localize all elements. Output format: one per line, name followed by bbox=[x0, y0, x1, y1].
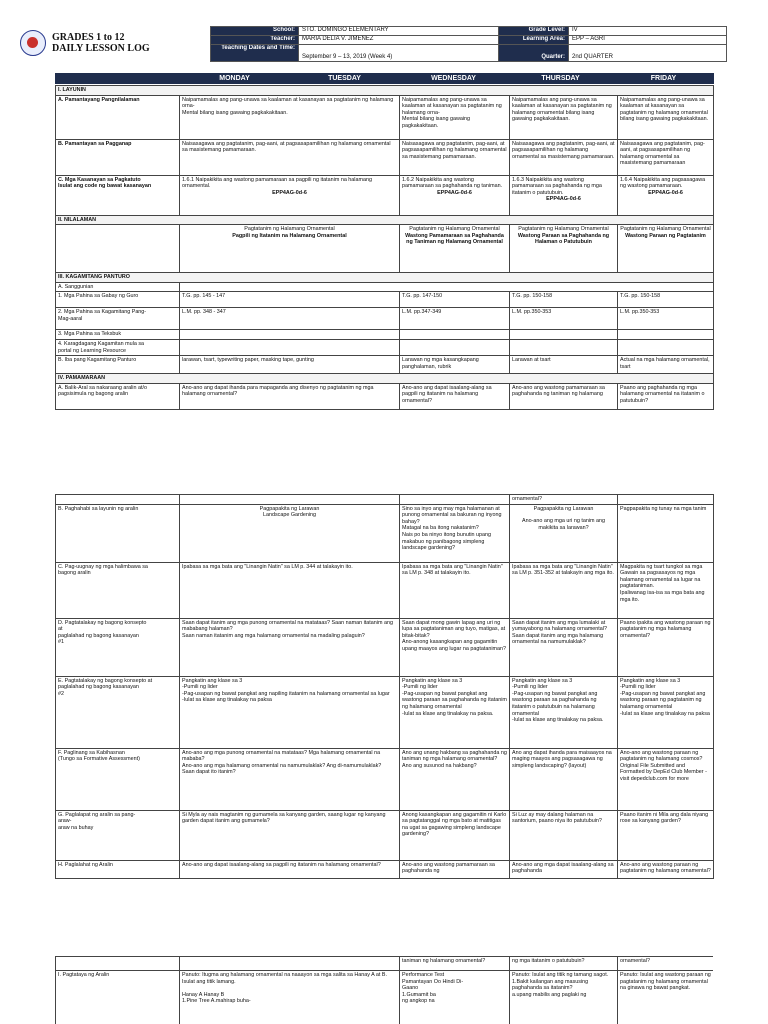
cell-pb-thu: Pagpapakita ng Larawan Ano-ano ang mga uri ng tanim ang makikita sa larawan? bbox=[510, 504, 618, 562]
cell-a-thu: Naipamamalas ang pang-unawa sa kaalaman at kasanayan sa pagtatanim ng halamang ornamental bilang isang gawaing pagkakakitaan. bbox=[510, 95, 618, 139]
cell-ph-mon-tue: Ano-ano ang dapat isaalang-alang sa pagpili ng itatanim na halamang ornamental? bbox=[180, 860, 400, 878]
cell-pa-fri: Paano ang paghahanda ng mga halamang ornamental na itatanim o patutubuin? bbox=[618, 383, 714, 409]
row-label-pamantayang-pangnilalaman: A. Pamantayang Pangnilalaman bbox=[56, 95, 180, 139]
cell-r5-wed: Larawan ng mga kasangkapang panghalaman, rubrik bbox=[400, 356, 510, 374]
dates-value: September 9 – 13, 2019 (Week 4) bbox=[299, 45, 499, 62]
cell-r1-fri: T.G. pp. 150-158 bbox=[618, 292, 714, 308]
cell-pi-fri: Panuto: Isulat ang wastong paraan ng pagtatanim ng halamang ornamental na ginawa ng bawat pangkat. bbox=[618, 971, 714, 1024]
cell-pd-fri: Paano ipakita ang wastong paraan ng pagtatanim ng mga halamang ornamental? bbox=[618, 618, 714, 676]
cell-pc-fri: Magpakita ng tsart tungkol sa mga Gawain sa pagsasayos ng mga halamang ornamental sa lugar na pagtataniman. Ipaliwanag isa-isa sa mga bata ang mga ito. bbox=[618, 562, 714, 618]
deped-seal-icon bbox=[20, 30, 46, 56]
teacher-label: Teacher: bbox=[211, 36, 299, 45]
cell-pb-mon-tue: Pagpapakita ng Larawan Landscape Gardening bbox=[180, 504, 400, 562]
cell-r2-wed: L.M. pp.347-349 bbox=[400, 308, 510, 330]
cell-r5-thu: Larawan at tsart bbox=[510, 356, 618, 374]
dates-label: Teaching Dates and Time: bbox=[211, 45, 299, 62]
cell-pc-thu: Ipabasa sa mga bata ang "Linangin Natin" sa LM p. 351-352 at talakayin ang mga ito. bbox=[510, 562, 618, 618]
row-label-pagtatalakay-2: E. Pagtatalakay ng bagong konsepto at paglalahad ng bagong kasanayan #2 bbox=[56, 676, 180, 748]
cell-pd-thu: Saan dapat itanim ang mga lumalaki at yumayabong na halamang ornamental? Saan dapat itanim ang mga halamang ornamental na namumulaklak? bbox=[510, 618, 618, 676]
cell-r1-thu: T.G. pp. 150-158 bbox=[510, 292, 618, 308]
cell-r5-mon-tue: larawan, tsart, typewriting paper, masking tape, gunting bbox=[180, 356, 400, 374]
log-page-1 bbox=[55, 85, 713, 410]
teacher-value: MARIA DELIA V. JIMENEZ bbox=[299, 36, 499, 45]
cell-pi-wed: Performance Test Pamantayan Oo Hindi Di- Gaano 1.Gumamit ba ng angkop na bbox=[400, 971, 510, 1024]
cell-c-mon-tue: 1.6.1 Naipakikita ang wastong pamamaraan sa pagpili ng itatanim na halamang ornamental. EPP4AG-0d-6 bbox=[180, 175, 400, 215]
day-tuesday: TUESDAY bbox=[290, 74, 400, 84]
row-label-paglalapat: G. Paglalapat ng aralin sa pang- araw- araw na buhay bbox=[56, 810, 180, 860]
day-wednesday: WEDNESDAY bbox=[400, 74, 508, 84]
row-label-paglalahat: H. Paglalahat ng Aralin bbox=[56, 860, 180, 878]
cell-c-fri: 1.6.4 Naipakikita ang pagsasagawa ng wastong pamamaraan. EPP4AG-0d-6 bbox=[618, 175, 714, 215]
competency-code: EPP4AG-0d-6 bbox=[437, 189, 472, 196]
cell-pe-wed: Pangkatin ang klase sa 3 -Pumili ng lider -Pag-usapan ng bawat pangkat ang wastong paraan sa paghahanda ng itatanim ng halamang ornamental -Iulat sa klase ang tinalakay na paksa. bbox=[400, 676, 510, 748]
log-page-3 bbox=[55, 956, 713, 1024]
day-monday: MONDAY bbox=[180, 74, 290, 84]
cell-b-fri: Naisasagawa ang pagtatanim, pag-aani, at pagsasapamilihan ng halamang ornamental sa masistemang pamamaraan bbox=[618, 139, 714, 175]
day-thursday: THURSDAY bbox=[508, 74, 614, 84]
log-title: GRADES 1 to 12 DAILY LESSON LOG bbox=[52, 32, 150, 54]
cell-pc-mon-tue: Ipabasa sa mga bata ang "Linangin Natin" sa LM p. 344 at talakayin ito. bbox=[180, 562, 400, 618]
day-header-row bbox=[55, 73, 714, 84]
cell-pe-fri: Pangkatin ang klase sa 3 -Pumili ng lider -Pag-usapan ng bawat pangkat ang wastong paraan ng pagtatanim ng halamang ornamental -Iulat sa klase ang tinalakay na paksa bbox=[618, 676, 714, 748]
row-label-paglinang: F. Paglinang sa Kabihasnan (Tungo sa Formative Assessment) bbox=[56, 748, 180, 810]
section-nilalaman: II. NILALAMAN bbox=[56, 215, 714, 225]
row-label-paghahabi: B. Paghahabi sa layunin ng aralin bbox=[56, 504, 180, 562]
area-value: EPP – AGRI bbox=[569, 36, 727, 45]
lesson-table-2 bbox=[55, 494, 714, 879]
quarter-label: Quarter: bbox=[499, 45, 569, 62]
area-label: Learning Area: bbox=[499, 36, 569, 45]
row-label-iba-pang-kagamitan: B. Iba pang Kagamitang Panturo bbox=[56, 356, 180, 374]
row-label-pagtatalakay-1: D. Pagtatalakay ng bagong konsepto at paglalahad ng bagong kasanayan #1 bbox=[56, 618, 180, 676]
cell-c-thu: 1.6.3 Naipakikita ang wastong pamamaraan sa paghahanda ng mga itatanim o patutubuin. EPP4AG-0d-6 bbox=[510, 175, 618, 215]
grade-label: Grade Level: bbox=[499, 27, 569, 36]
cell-pc-wed: Ipabasa sa mga bata ang "Linangin Natin" sa LM p. 348 at talakayin ito. bbox=[400, 562, 510, 618]
school-value: STO. DOMINGO ELEMENTARY bbox=[299, 27, 499, 36]
row-label-pagtataya: I. Pagtataya ng Aralin bbox=[56, 971, 180, 1024]
cell-continued-thu: ornamental? bbox=[510, 495, 618, 505]
row-label-pag-uugnay: C. Pag-uugnay ng mga halimbawa sa bagong aralin bbox=[56, 562, 180, 618]
cell-r2-thu: L.M. pp.350-353 bbox=[510, 308, 618, 330]
cell-r2-fri: L.M. pp.350-353 bbox=[618, 308, 714, 330]
cell-pa-mon-tue: Ano-ano ang dapat ihanda para mapaganda ang disenyo ng pagtatanim ng mga halamang ornamental? bbox=[180, 383, 400, 409]
cell-n-mon-tue: Pagtatanim ng Halamang Ornamental Pagpili ng Itatanim na Halamang Ornamental bbox=[180, 225, 400, 273]
row-label-learning-resource: 4. Karagdagang Kagamitan mula sa portal ng Learning Resource bbox=[56, 339, 180, 355]
quarter-value: 2nd QUARTER bbox=[569, 45, 727, 62]
cell-pe-thu: Pangkatin ang klase sa 3 -Pumili ng lider -Pag-usapan ng bawat pangkat ang wastong paraan sa paghahanda ng itatanim o patutubuin na halamang ornamental -Iulat sa klase ang tinalakay na paksa. bbox=[510, 676, 618, 748]
cell-pf-thu: Ano ang dapat ihanda para maisaayos na maging maayos ang pagsasagawa ng simpleng landscaping? (layout) bbox=[510, 748, 618, 810]
cell-a-mon-tue: Naipamamalas ang pang-unawa sa kaalaman at kasanayan sa pagtatanim ng halamang orna- Mental bilang isang gawaing pagkakakitaan. bbox=[180, 95, 400, 139]
cell-pe-mon-tue: Pangkatin ang klase sa 3 -Pumili ng lider -Pag-usapan ng bawat pangkat ang napiling itatanim na halamang ornamental sa lugar -Iulat sa klase ang tinalakay na paksa bbox=[180, 676, 400, 748]
info-table bbox=[210, 26, 727, 62]
cell-r1-mon-tue: T.G. pp. 145 - 147 bbox=[180, 292, 400, 308]
row-label-nilalaman bbox=[56, 225, 180, 273]
cell-a-wed: Naipamamalas ang pang-unawa sa kaalaman at kasanayan sa pagtatanim ng halamang orna- Mental bilang isang gawaing pagkakakitaan. bbox=[400, 95, 510, 139]
cell-pf-wed: Ano ang unang hakbang sa paghahanda ng taniman ng mga halamang ornamental? Ano ang susunod na hakbang? bbox=[400, 748, 510, 810]
row-label-kagamitang-mag-aaral: 2. Mga Pahina sa Kagamitang Pang- Mag-aaral bbox=[56, 308, 180, 330]
school-label: School: bbox=[211, 27, 299, 36]
cell-pd-mon-tue: Saan dapat itanim ang mga punong ornamental na matataas? Saan naman itatanim ang mababang halaman? Saan naman itatanim ang mga halamang ornamental na madaling palaguin? bbox=[180, 618, 400, 676]
cell-pg-mon-tue: Si Myla ay nais magtanim ng gumamela sa kanyang garden, saang lugar ng kanyang garden dapat itanim ang gumamela? bbox=[180, 810, 400, 860]
row-label-pamantayan-pagganap: B. Pamantayan sa Pagganap bbox=[56, 139, 180, 175]
lesson-table-1 bbox=[55, 85, 714, 410]
grade-value: IV bbox=[569, 27, 727, 36]
cell-pg-thu: Si Luz ay may dalang halaman na santorium, paano niya ito patutubuin? bbox=[510, 810, 618, 860]
cell-continued-thu: ng mga itatanim o patutubuin? bbox=[510, 957, 618, 971]
cell-ph-fri: Ano-ano ang wastong paraan ng pagtatanim ng halamang ornamental? bbox=[618, 860, 714, 878]
cell-pb-wed: Sino sa inyo ang may mga halamanan at punong ornamental sa bakuran ng inyong bahay? Matagal na ba itong nakatanim? Nais po ba ninyo itong bunutin upang makabuo ng panibagong simpleng landscape gardening? bbox=[400, 504, 510, 562]
cell-a-fri: Naipamamalas ang pang-unawa sa kaalaman at kasanayan sa pagtatanim ng halamang ornamental bilang isang gawaing pagkakakitaan. bbox=[618, 95, 714, 139]
cell-n-wed: Pagtatanim ng Halamang Ornamental Wastong Pamamaraan sa Paghahanda ng Taniman ng Halamang Ornamental bbox=[400, 225, 510, 273]
cell-b-mon-tue: Naisasagawa ang pagtatanim, pag-aani, at pagsasapamilihan ng halamang ornamental sa masistemang pamamaraan. bbox=[180, 139, 400, 175]
competency-code: EPP4AG-0d-6 bbox=[546, 196, 581, 203]
section-layunin: I. LAYUNIN bbox=[56, 86, 714, 96]
cell-pf-mon-tue: Ano-ano ang mga punong ornamental na matataas? Mga halamang ornamental na mababa? Ano-ano ang mga halamang ornamental na namumulaklak? Ang di-namumulaklak? Saan dapat ito itanim? bbox=[180, 748, 400, 810]
day-spacer bbox=[56, 74, 180, 84]
cell-pg-fri: Paano itanim ni Mila ang dala niyang rose sa kanyang garden? bbox=[618, 810, 714, 860]
cell-pi-mon-tue: Panuto: Itugma ang halamang ornamental na naaayon sa mga salita sa Hanay A at B. Isulat ang titik lamang. Hanay A Hanay B 1.Pine Tree A.mahirap buha- bbox=[180, 971, 400, 1024]
lesson-log-header bbox=[14, 26, 754, 68]
competency-code: EPP4AG-0d-6 bbox=[272, 189, 307, 196]
cell-continued-fri: ornamental? bbox=[618, 957, 714, 971]
cell-n-thu: Pagtatanim ng Halamang Ornamental Wastong Paraan sa Paghahanda ng Halaman o Patutubuin bbox=[510, 225, 618, 273]
cell-n-fri: Pagtatanim ng Halamang Ornamental Wastong Paraan ng Pagtatanim bbox=[618, 225, 714, 273]
row-label-kasanayan: C. Mga Kasanayan sa Pagkatuto Isulat ang code ng bawat kasanayan bbox=[56, 175, 180, 215]
cell-pa-thu: Ano-ano ang wastong pamamaraan sa paghahanda ng taniman ng halamang bbox=[510, 383, 618, 409]
cell-ph-wed: Ano-ano ang wastong pamamaraan sa paghahanda ng bbox=[400, 860, 510, 878]
section-kagamitang-panturo: III. KAGAMITANG PANTURO bbox=[56, 273, 714, 283]
competency-code: EPP4AG-0d-6 bbox=[648, 189, 683, 196]
cell-pa-wed: Ano-ano ang dapat isaalang-alang sa pagpili ng itatanim na halamang ornamental? bbox=[400, 383, 510, 409]
log-page-2 bbox=[55, 494, 713, 879]
cell-pg-wed: Anong kasangkapan ang gagamitin ni Karlo sa pagtatanggal ng mga bato at matitigas na ugat sa gagawing simpleng landscape gardening? bbox=[400, 810, 510, 860]
cell-r1-wed: T.G. pp. 147-150 bbox=[400, 292, 510, 308]
cell-pd-wed: Saan dapat mong gawin lapag ang uri ng lupa sa pagtataniman ang tuyo, matigas, at bitak-bitak? Ano-anong kasangkapan ang gagamitin upang maayos ang lugar na pagtataniman? bbox=[400, 618, 510, 676]
cell-r2-mon-tue: L.M. pp. 348 - 347 bbox=[180, 308, 400, 330]
cell-pi-thu: Panuto: Isulat ang titik ng tamang sagot. 1.Bakit kailangan ang masusing paghahanda sa itatanim? a.upang mabilis ang paglaki ng bbox=[510, 971, 618, 1024]
cell-b-thu: Naisasagawa ang pagtatanim, pag-aani, at pagsasapamilihan ng halamang ornamental sa masistemang pamamaraan. bbox=[510, 139, 618, 175]
day-friday: FRIDAY bbox=[614, 74, 714, 84]
cell-continued-wed: taniman ng halamang ornamental? bbox=[400, 957, 510, 971]
cell-pb-fri: Pagpapakita ng tunay na mga tanim bbox=[618, 504, 714, 562]
row-label-sanggunian: A. Sanggunian bbox=[56, 282, 180, 292]
row-label-balik-aral: A. Balik-Aral sa nakaraang aralin at/o pagsisimula ng bagong aralin bbox=[56, 383, 180, 409]
row-label-gabay-guro: 1. Mga Pahina sa Gabay ng Guro bbox=[56, 292, 180, 308]
cell-c-wed: 1.6.2 Naipakikita ang wastong pamamaraan sa paghahanda ng taniman. EPP4AG-0d-6 bbox=[400, 175, 510, 215]
lesson-table-3 bbox=[55, 956, 713, 1024]
cell-b-wed: Naisasagawa ang pagtatanim, pag-aani, at pagsasapamilihan ng halamang ornamental sa masistemang pamamaraan. bbox=[400, 139, 510, 175]
cell-r5-fri: Actual na mga halamang ornamental, tsart bbox=[618, 356, 714, 374]
row-label-teksbuk: 3. Mga Pahina sa Teksbuk bbox=[56, 330, 180, 340]
cell-pf-fri: Ano-ano ang wastong paraan ng pagtatanim ng halamang cosmos? Original File Submitted and Formatted by DepEd Club Member - visit depedclub.com for more bbox=[618, 748, 714, 810]
cell-ph-thu: Ano-ano ang mga dapat isaalang-alang sa paghahanda bbox=[510, 860, 618, 878]
section-pamamaraan: IV. PAMAMARAAN bbox=[56, 374, 714, 384]
